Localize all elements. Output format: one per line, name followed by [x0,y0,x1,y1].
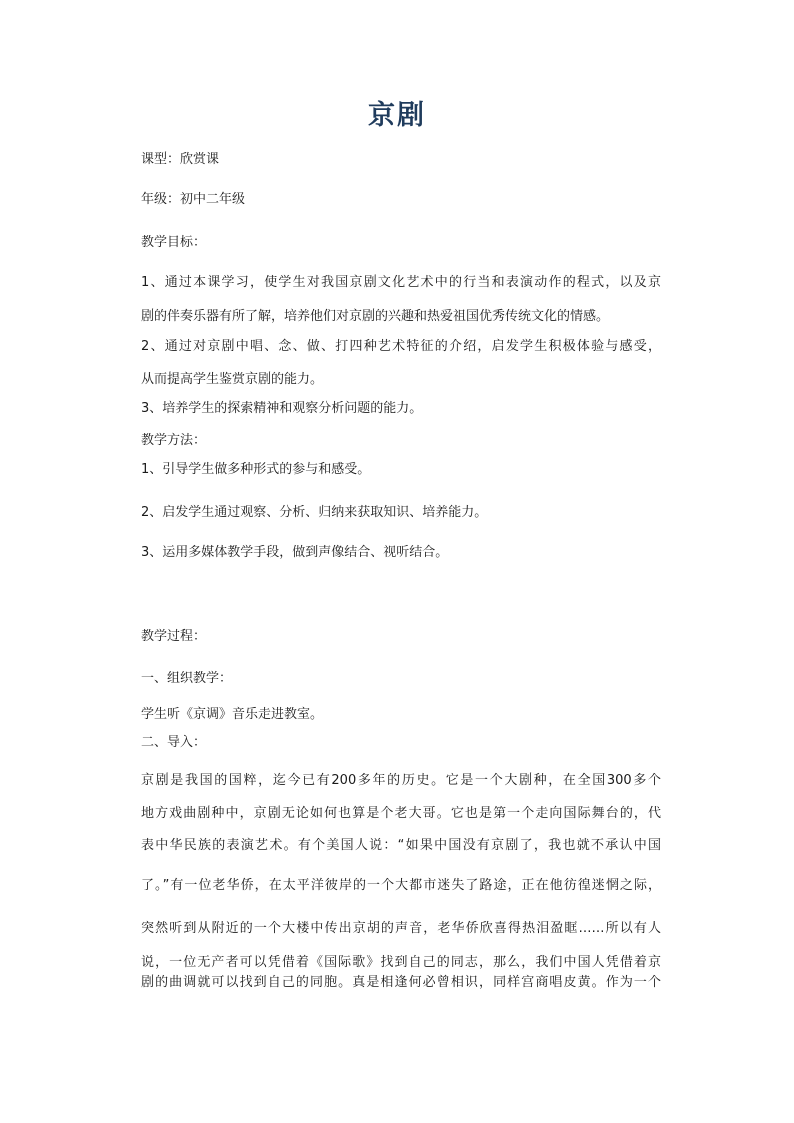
intro-line-1: 京剧是我国的国粹，迄今已有200多年的历史。它是一个大剧种，在全国300多个 [141,773,661,788]
objective-1-line-1: 1、通过本课学习，使学生对我国京剧文化艺术中的行当和表演动作的程式，以及京 [141,275,661,290]
grade-level: 年级：初中二年级 [141,192,246,207]
intro-line-2: 地方戏曲剧种中，京剧无论如何也算是个老大哥。它也是第一个走向国际舞台的，代 [141,806,661,821]
method-2: 2、启发学生通过观察、分析、归纳来获取知识、培养能力。 [141,505,488,520]
page-title: 京剧 [368,100,426,131]
intro-line-4: 了。”有一位老华侨，在太平洋彼岸的一个大都市迷失了路途，正在他彷徨迷惘之际， [141,878,661,893]
method-1: 1、引导学生做多种形式的参与和感受。 [141,462,371,477]
intro-line-6: 说，一位无产者可以凭借着《国际歌》找到自己的同志，那么，我们中国人凭借着京 [141,955,661,970]
step-1-text: 学生听《京调》音乐走进教室。 [141,707,324,722]
step-2-heading: 二、导入： [141,735,207,750]
intro-line-7: 剧的曲调就可以找到自己的同胞。真是相逢何必曾相识，同样宫商唱皮黄。作为一个 [141,975,661,990]
method-3: 3、运用多媒体教学手段，做到声像结合、视听结合。 [141,545,449,560]
intro-line-3: 表中华民族的表演艺术。有个美国人说：“如果中国没有京剧了，我也就不承认中国 [141,838,661,853]
objectives-heading: 教学目标： [141,235,207,250]
step-1-heading: 一、组织教学： [141,671,233,686]
course-type: 课型：欣赏课 [141,152,220,167]
objective-2-line-1: 2、通过对京剧中唱、念、做、打四种艺术特征的介绍，启发学生积极体验与感受， [141,339,661,354]
objective-3: 3、培养学生的探索精神和观察分析问题的能力。 [141,401,423,416]
intro-line-5: 突然听到从附近的一个大楼中传出京胡的声音，老华侨欣喜得热泪盈眶……所以有人 [141,921,661,936]
methods-heading: 教学方法： [141,433,207,448]
process-heading: 教学过程： [141,629,207,644]
objective-1-line-2: 剧的伴奏乐器有所了解，培养他们对京剧的兴趣和热爱祖国优秀传统文化的情感。 [141,309,610,324]
objective-2-line-2: 从而提高学生鉴赏京剧的能力。 [141,372,324,387]
